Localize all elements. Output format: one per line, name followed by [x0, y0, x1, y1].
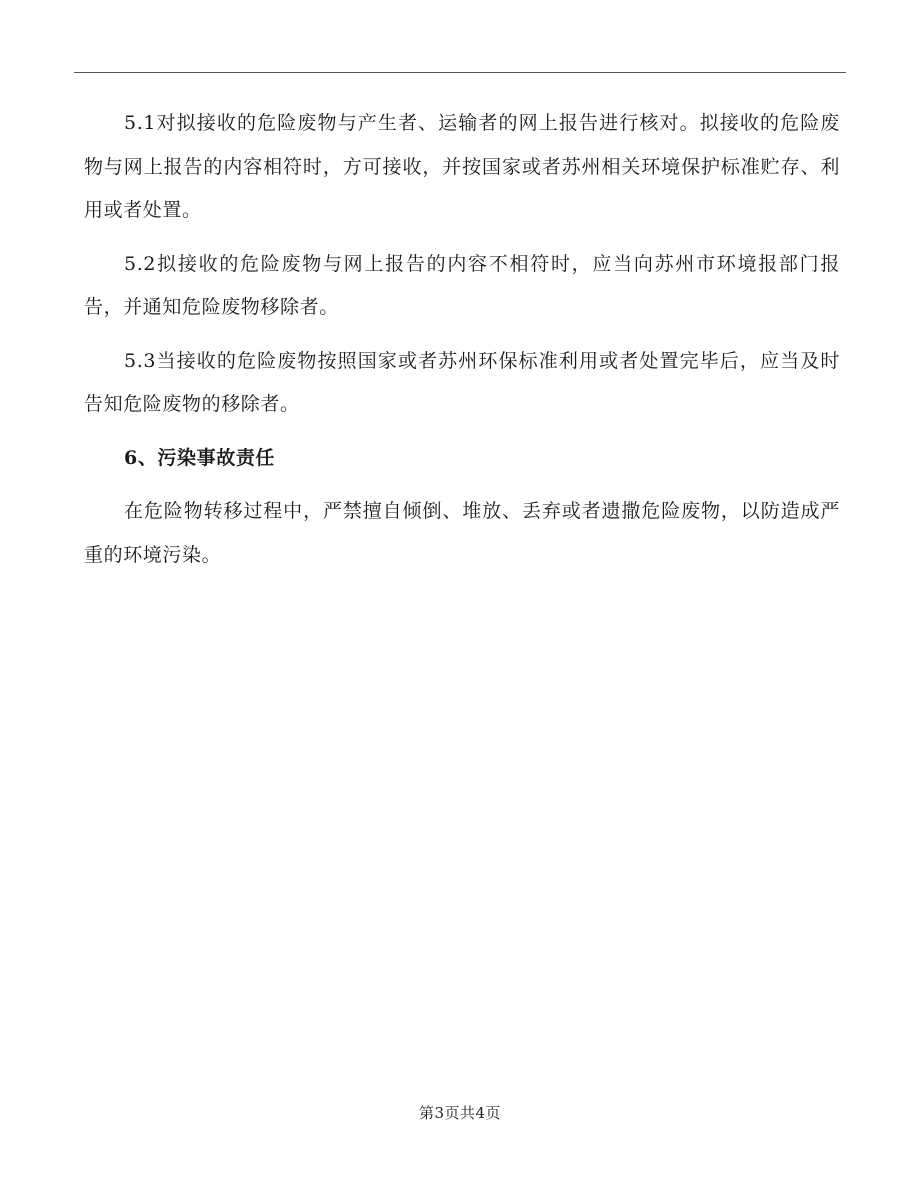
document-body: [84, 102, 840, 587]
section-heading: 6、污染事故责任: [124, 446, 276, 469]
paragraph-5-3: 5.3当接收的危险废物按照国家或者苏州环保标准利用或者处置完毕后，应当及时告知危险废物的移除者。: [84, 349, 840, 415]
header-rule: [74, 72, 846, 73]
paragraph-5-1: 5.1对拟接收的危险废物与产生者、运输者的网上报告进行核对。拟接收的危险废物与网上报告的内容相符时，方可接收，并按国家或者苏州相关环境保护标准贮存、利用或者处置。: [84, 112, 840, 221]
page-number: 第3页共4页: [418, 1104, 502, 1122]
paragraph-5-2: 5.2拟接收的危险废物与网上报告的内容不相符时，应当向苏州市环境报部门报告，并通知危险废物移除者。: [84, 252, 840, 318]
section-paragraph: 在危险物转移过程中，严禁擅自倾倒、堆放、丢弃或者遗撒危险废物，以防造成严重的环境污染。: [84, 500, 840, 566]
